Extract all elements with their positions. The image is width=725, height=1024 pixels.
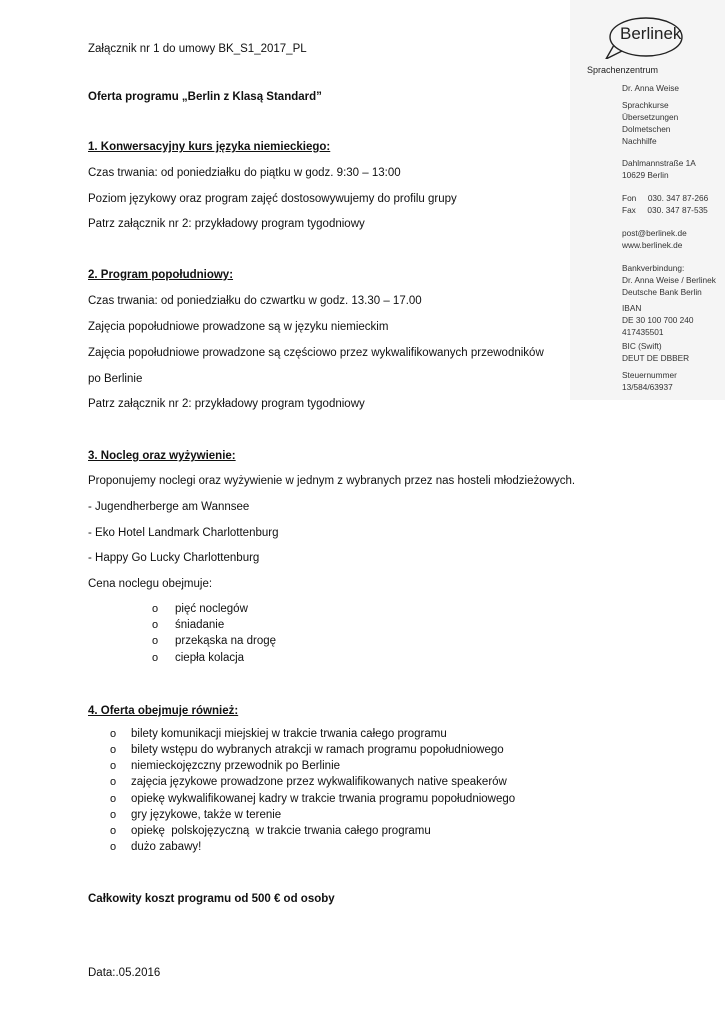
included-item: bilety wstępu do wybranych atrakcji w ramach programu popołudniowego bbox=[131, 744, 504, 756]
section-2-heading: 2. Program popołudniowy: bbox=[88, 269, 234, 281]
sidebar-phone: Fon 030. 347 87-266 bbox=[622, 193, 709, 203]
included-item: opiekę wykwalifikowanej kadry w trakcie trwania programu popołudniowego bbox=[131, 793, 516, 805]
sidebar-service: Sprachkurse bbox=[622, 100, 669, 110]
included-item: opiekę polskojęzyczną w trakcie trwania całego programu bbox=[131, 825, 431, 837]
accommodation-item: ciepła kolacja bbox=[175, 652, 245, 664]
bullet-marker: o bbox=[110, 760, 117, 772]
included-item: bilety komunikacji miejskiej w trakcie trwania całego programu bbox=[131, 728, 447, 740]
sidebar-tax-number: 13/584/63937 bbox=[622, 382, 673, 392]
sidebar-fax: Fax 030. 347 87-535 bbox=[622, 205, 708, 215]
sidebar-bank-label: Bankverbindung: bbox=[622, 263, 685, 273]
logo-text: Berlinek bbox=[620, 24, 682, 43]
included-item: niemieckojęzczny przewodnik po Berlinie bbox=[131, 760, 341, 772]
bullet-marker: o bbox=[110, 841, 117, 853]
sidebar-owner: Dr. Anna Weise bbox=[622, 83, 680, 93]
document-title: Oferta programu „Berlin z Klasą Standard” bbox=[88, 91, 322, 103]
included-item: dużo zabawy! bbox=[131, 841, 202, 853]
section-1-line: Patrz załącznik nr 2: przykładowy program tygodniowy bbox=[88, 218, 365, 230]
sidebar-bank-line: 417435501 bbox=[622, 327, 664, 337]
accommodation-item: pięć noclegów bbox=[175, 603, 248, 615]
section-3-heading: 3. Nocleg oraz wyżywienie: bbox=[88, 450, 236, 462]
logo-subtitle: Sprachenzentrum bbox=[587, 65, 659, 75]
sidebar-bank-line: DEUT DE DBBER bbox=[622, 353, 690, 363]
bullet-marker: o bbox=[110, 776, 117, 788]
sidebar-city: 10629 Berlin bbox=[622, 170, 669, 180]
sidebar-bank-line: Dr. Anna Weise / Berlinek bbox=[622, 275, 716, 285]
sidebar-service: Übersetzungen bbox=[622, 112, 679, 122]
section-3-line: Cena noclegu obejmuje: bbox=[88, 578, 213, 590]
section-1-line: Czas trwania: od poniedziałku do piątku w godz. 9:30 – 13:00 bbox=[88, 167, 401, 179]
included-item: gry językowe, także w terenie bbox=[131, 809, 282, 821]
hostel-item: - Jugendherberge am Wannsee bbox=[88, 501, 250, 513]
bullet-marker: o bbox=[152, 652, 159, 664]
section-2-line: Zajęcia popołudniowe prowadzone są częściowo przez wykwalifikowanych przewodników bbox=[88, 347, 544, 359]
annex-reference: Załącznik nr 1 do umowy BK_S1_2017_PL bbox=[88, 43, 307, 55]
bullet-marker: o bbox=[110, 744, 117, 756]
sidebar-service: Nachhilfe bbox=[622, 136, 657, 146]
section-3-line: Proponujemy noclegi oraz wyżywienie w jednym z wybranych przez nas hosteli młodzieżowych. bbox=[88, 475, 576, 487]
sidebar-tax-label: Steuernummer bbox=[622, 370, 677, 380]
bullet-marker: o bbox=[110, 825, 117, 837]
bullet-marker: o bbox=[110, 809, 117, 821]
sidebar-bank-line: Deutsche Bank Berlin bbox=[622, 287, 702, 297]
sidebar-service: Dolmetschen bbox=[622, 124, 671, 134]
bullet-marker: o bbox=[152, 619, 159, 631]
bullet-marker: o bbox=[152, 603, 159, 615]
section-1-heading: 1. Konwersacyjny kurs języka niemieckiego: bbox=[88, 141, 331, 153]
section-4-heading: 4. Oferta obejmuje również: bbox=[88, 705, 239, 717]
sidebar-bank-line: BIC (Swift) bbox=[622, 341, 662, 351]
hostel-item: - Eko Hotel Landmark Charlottenburg bbox=[88, 527, 279, 539]
total-cost: Całkowity koszt programu od 500 € od osoby bbox=[88, 893, 335, 905]
section-2-line: Czas trwania: od poniedziałku do czwartku w godz. 13.30 – 17.00 bbox=[88, 295, 422, 307]
bullet-marker: o bbox=[110, 793, 117, 805]
bullet-marker: o bbox=[152, 635, 159, 647]
section-1-line: Poziom językowy oraz program zajęć dostosowywujemy do profilu grupy bbox=[88, 193, 457, 205]
accommodation-item: śniadanie bbox=[175, 619, 225, 631]
included-item: zajęcia językowe prowadzone przez wykwalifikowanych native speakerów bbox=[131, 776, 507, 788]
document-date: Data:.05.2016 bbox=[88, 967, 161, 979]
section-2-line: Zajęcia popołudniowe prowadzone są w języku niemieckim bbox=[88, 321, 389, 333]
hostel-item: - Happy Go Lucky Charlottenburg bbox=[88, 552, 260, 564]
sidebar-bank-line: IBAN bbox=[622, 303, 642, 313]
sidebar-email[interactable]: post@berlinek.de bbox=[622, 228, 687, 238]
sidebar-bank-line: DE 30 100 700 240 bbox=[622, 315, 694, 325]
bullet-marker: o bbox=[110, 728, 117, 740]
sidebar-website[interactable]: www.berlinek.de bbox=[622, 240, 683, 250]
sidebar-street: Dahlmannstraße 1A bbox=[622, 158, 696, 168]
accommodation-item: przekąska na drogę bbox=[175, 635, 277, 647]
section-2-line: po Berlinie bbox=[88, 373, 143, 385]
section-2-line: Patrz załącznik nr 2: przykładowy program tygodniowy bbox=[88, 398, 365, 410]
